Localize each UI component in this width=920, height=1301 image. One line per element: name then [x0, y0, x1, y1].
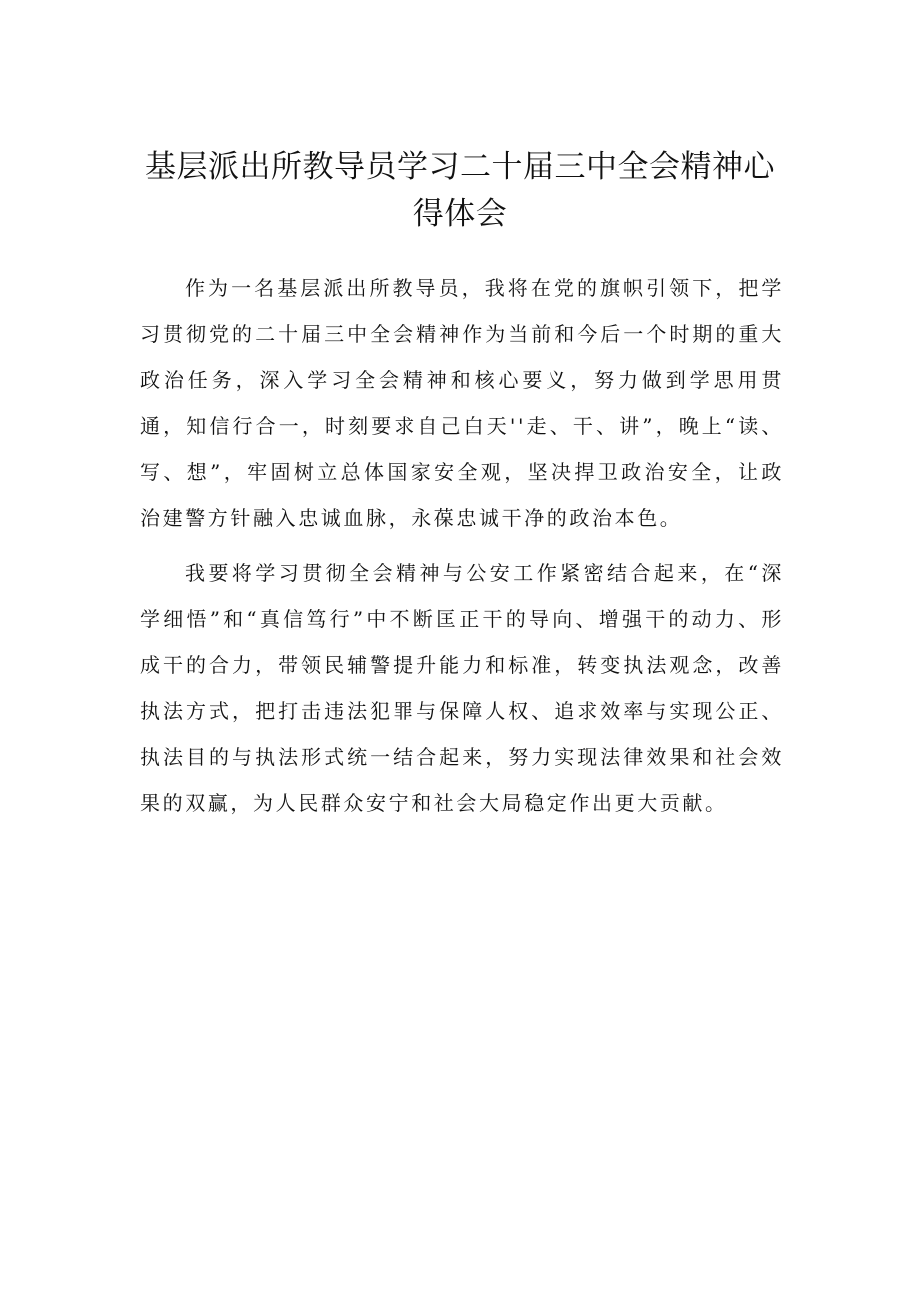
document-title: 基层派出所教导员学习二十届三中全会精神心得体会: [145, 149, 775, 232]
paragraph-2: 我要将学习贯彻全会精神与公安工作紧密结合起来，在“深学细悟”和“真信笃行”中不断匡正干的导向、增强干的动力、形成干的合力，带领民辅警提升能力和标准，转变执法观念，改善执法方式，把打击违法犯罪与保障人权、追求效率与实现公正、执法目的与执法形式统一结合起来，努力实现法律效果和社会效果的双赢，为人民群众安宁和社会大局稳定作出更大贡献。: [140, 561, 784, 815]
document-body: [140, 265, 784, 835]
paragraph-1: 作为一名基层派出所教导员，我将在党的旗帜引领下，把学习贯彻党的二十届三中全会精神作为当前和今后一个时期的重大政治任务，深入学习全会精神和核心要义，努力做到学思用贯通，知信行合一，时刻要求自己白天''走、干、讲”，晚上“读、写、想”，牢固树立总体国家安全观，坚决捍卫政治安全，让政治建警方针融入忠诚血脉，永葆忠诚干净的政治本色。: [140, 276, 784, 530]
